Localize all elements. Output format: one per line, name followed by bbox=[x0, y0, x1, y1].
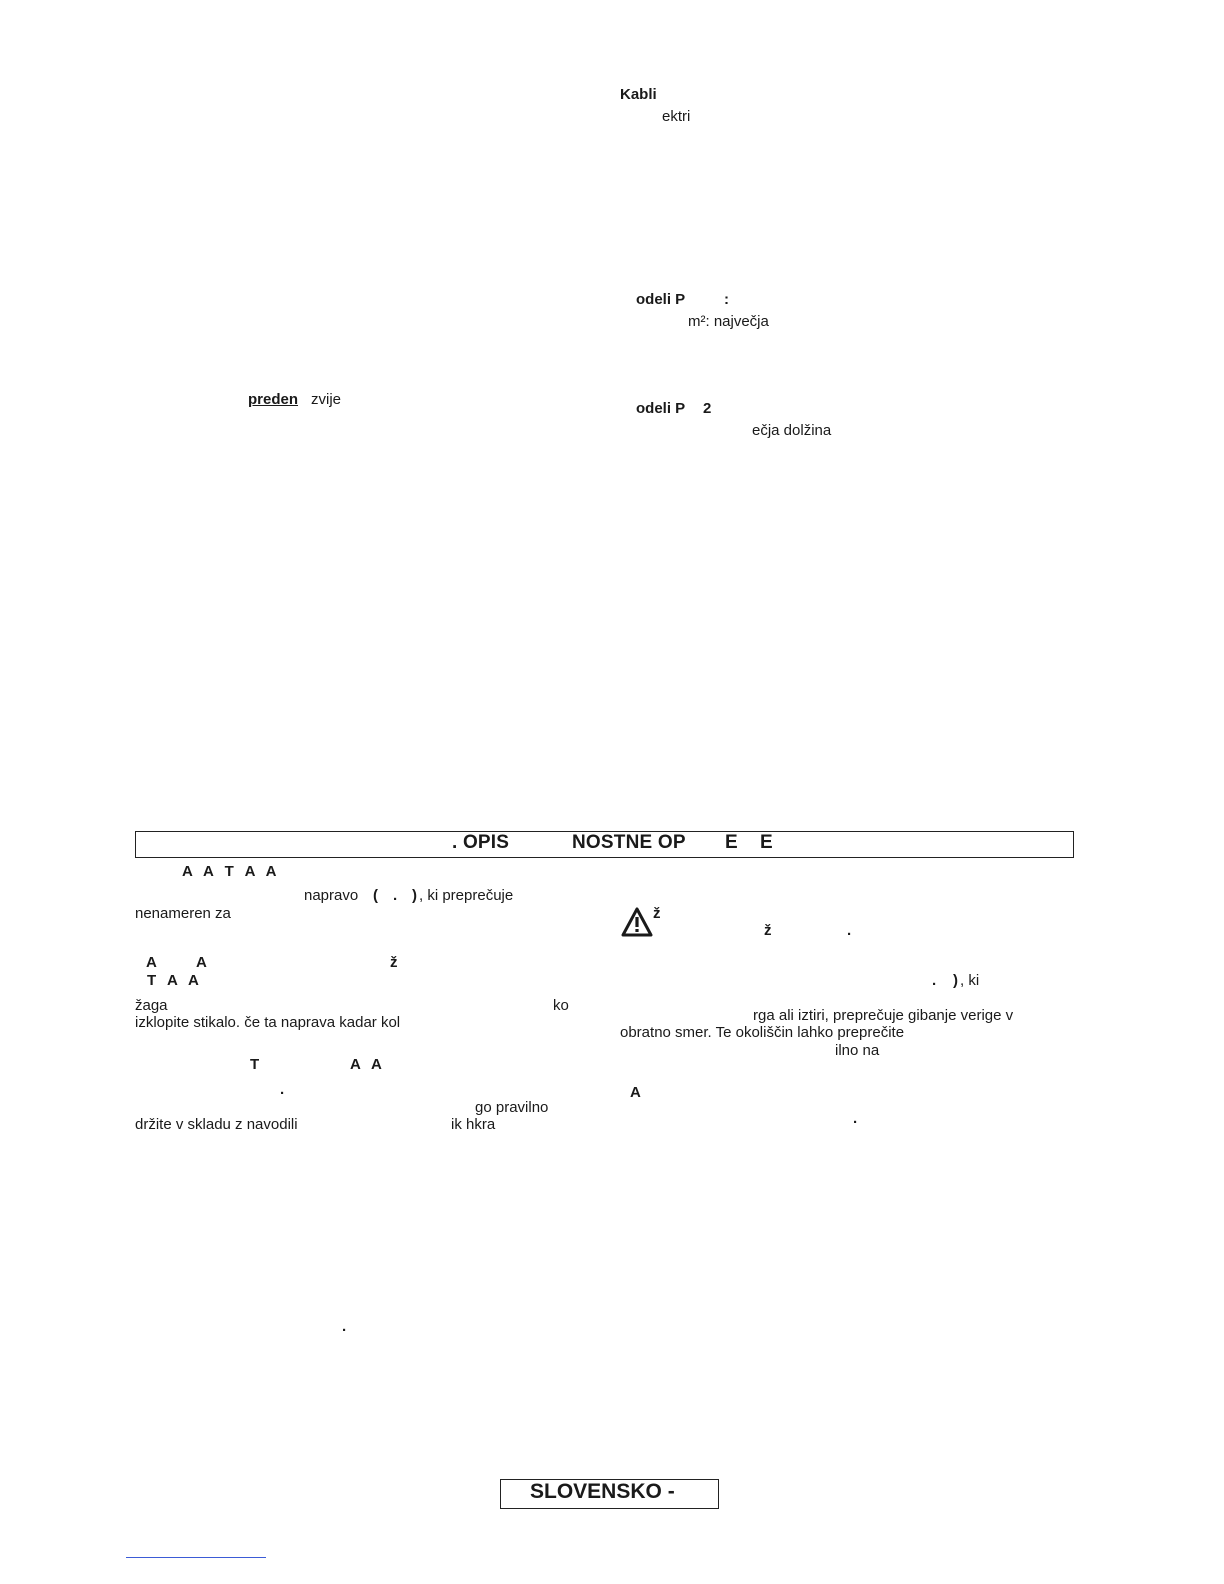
model-1-heading: odeli P bbox=[636, 291, 686, 308]
napravo-rest: , ki preprečuje bbox=[419, 887, 514, 904]
heading-a-right: A bbox=[630, 1084, 641, 1101]
model-1-colon: : bbox=[724, 291, 729, 308]
kabli-text: ektri bbox=[662, 108, 691, 125]
kabli-heading: Kabli bbox=[620, 86, 657, 103]
model-2-text: ečja dolžina bbox=[752, 422, 832, 439]
dot-2: . bbox=[342, 1318, 347, 1335]
rga-line: rga ali iztiri, preprečuje gibanje verige v bbox=[753, 1007, 1014, 1024]
ki-dot: . bbox=[932, 972, 937, 989]
chain-brake-heading: A A T A A bbox=[182, 863, 278, 880]
section-title-part-4: E bbox=[760, 832, 773, 853]
napravo-paren-close: ) bbox=[412, 887, 417, 904]
napravo-dot: . bbox=[393, 887, 398, 904]
obratno-line: obratno smer. Te okoliščin lahko preprečite bbox=[620, 1024, 905, 1041]
ki-text: , ki bbox=[960, 972, 980, 989]
model-2-number: 2 bbox=[703, 400, 712, 417]
warn-glyph: ž bbox=[653, 905, 661, 922]
footer-rule bbox=[126, 1557, 266, 1558]
izklopite-line: izklopite stikalo. če ta naprava kadar kol bbox=[135, 1014, 401, 1031]
dot-3: . bbox=[853, 1110, 858, 1127]
model-1-text: m²: največja bbox=[688, 313, 769, 330]
preden-word: preden bbox=[248, 391, 299, 408]
heading-3-aa: A A bbox=[350, 1056, 383, 1073]
section-title-part-2: NOSTNE OP bbox=[572, 832, 686, 853]
footer-language-label: SLOVENSKO - bbox=[530, 1480, 675, 1503]
warning-triangle-icon bbox=[620, 906, 654, 938]
ik-hkra-text: ik hkra bbox=[451, 1116, 496, 1133]
drzite-line: držite v skladu z navodili bbox=[135, 1116, 298, 1133]
zaga-word: žaga bbox=[135, 997, 168, 1014]
napravo-paren-open: ( bbox=[373, 887, 378, 904]
model-2-heading: odeli P bbox=[636, 400, 686, 417]
heading-2a-a1: A bbox=[146, 954, 157, 971]
dot-1: . bbox=[280, 1081, 285, 1098]
ki-paren: ) bbox=[953, 972, 958, 989]
section-title-part-1: . OPIS bbox=[452, 832, 510, 853]
heading-2a-a2: A bbox=[196, 954, 207, 971]
ilno-line: ilno na bbox=[835, 1042, 880, 1059]
nenameren-line: nenameren za bbox=[135, 905, 231, 922]
heading-2b: T A A bbox=[147, 972, 200, 989]
warn-line-z: ž bbox=[764, 922, 772, 939]
go-pravilno-text: go pravilno bbox=[475, 1099, 549, 1116]
heading-3-t: T bbox=[250, 1056, 260, 1073]
zvije-word: zvije bbox=[311, 391, 342, 408]
warn-line-dot: . bbox=[847, 922, 852, 939]
section-title-part-3: E bbox=[725, 832, 738, 853]
ko-word: ko bbox=[553, 997, 569, 1014]
napravo-word: napravo bbox=[304, 887, 359, 904]
heading-2a-z: ž bbox=[390, 954, 398, 971]
